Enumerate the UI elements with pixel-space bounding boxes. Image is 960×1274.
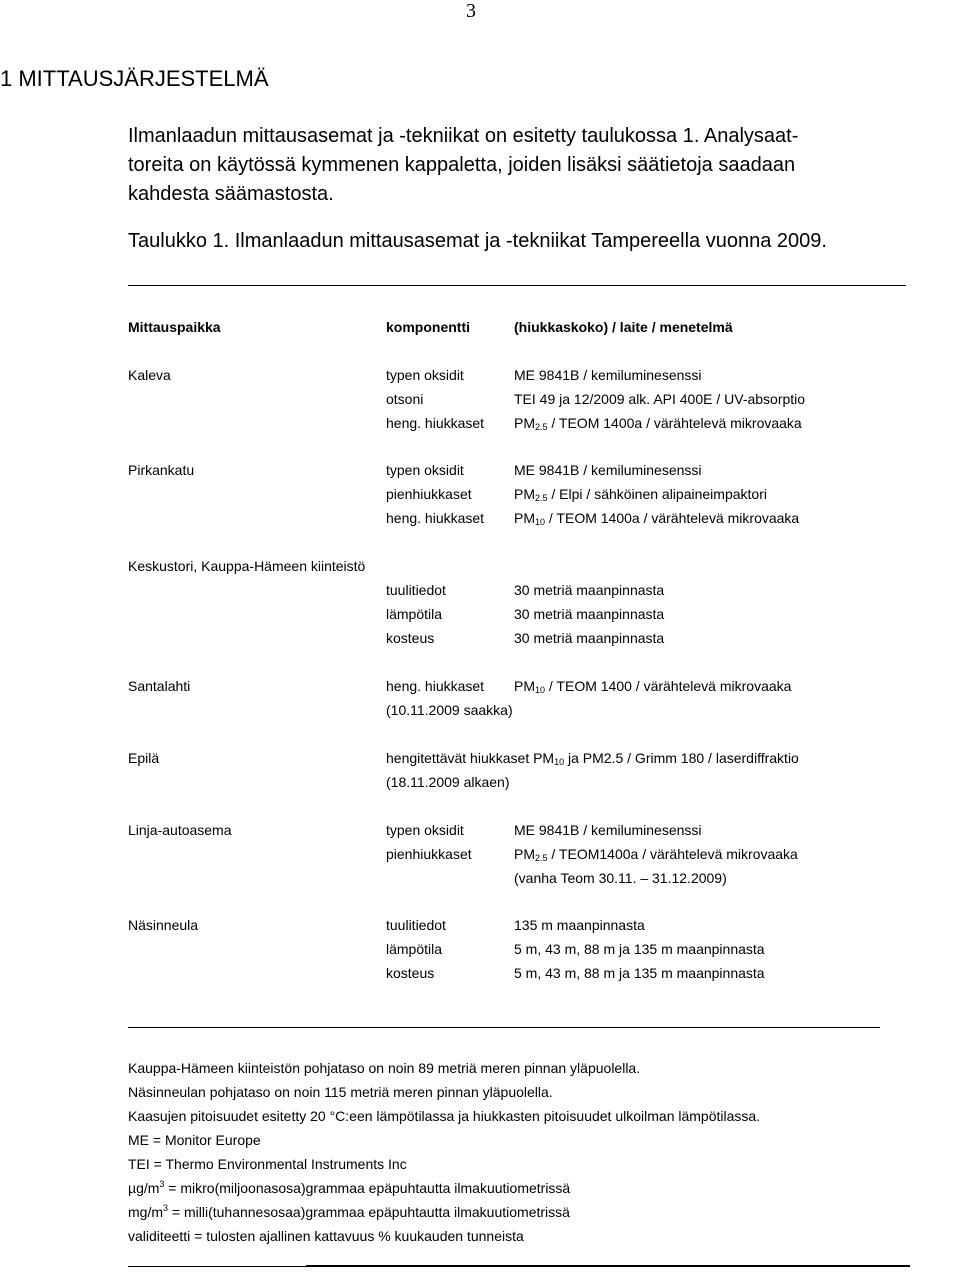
row-component: (10.11.2009 saakka): [386, 702, 513, 718]
row-method: ME 9841B / kemiluminesenssi: [514, 462, 702, 478]
row-component: tuulitiedot: [386, 917, 446, 933]
row-place: Keskustori, Kauppa-Hämeen kiinteistö: [128, 558, 366, 574]
row-component: (18.11.2009 alkaen): [386, 774, 510, 790]
row-component: pienhiukkaset: [386, 486, 472, 502]
intro-line: Ilmanlaadun mittausasemat ja -tekniikat on esitetty taulukossa 1. Analysaat-: [128, 125, 799, 147]
row-component: kosteus: [386, 630, 435, 646]
page-number: 3: [466, 0, 476, 22]
row-method: 5 m, 43 m, 88 m ja 135 m maanpinnasta: [514, 941, 765, 957]
table-caption: Taulukko 1. Ilmanlaadun mittausasemat ja -tekniikat Tampereella vuonna 2009.: [128, 230, 827, 252]
note-line: Kaasujen pitoisuudet esitetty 20 °C:een lämpötilassa ja hiukkasten pitoisuudet ulkoilman lämpötilassa.: [128, 1108, 761, 1124]
row-method: $PM_{2.5}$ / TEOM1400a / värähtelevä mikrovaaka: [514, 846, 798, 863]
row-component: hengitettävät hiukkaset $PM_{10}$ ja PM2.5 / Grimm 180 / laserdiffraktio: [386, 750, 799, 767]
note-line: Näsinneulan pohjataso on noin 115 metriä meren pinnan yläpuolella.: [128, 1084, 553, 1100]
table-bottom-rule: [128, 1027, 880, 1028]
note-line: Kauppa-Hämeen kiinteistön pohjataso on noin 89 metriä meren pinnan yläpuolella.: [128, 1060, 641, 1076]
note-line: ME = Monitor Europe: [128, 1132, 261, 1148]
row-component: heng. hiukkaset: [386, 415, 485, 431]
row-component: pienhiukkaset: [386, 846, 472, 862]
row-method: 135 m maanpinnasta: [514, 917, 645, 933]
footer-rule-thick: [306, 1265, 910, 1267]
row-method: $PM_{2.5}$ / Elpi / sähköinen alipaineimpaktori: [514, 486, 767, 503]
row-place: Linja-autoasema: [128, 822, 232, 838]
note-line: $\mu g/m^3$ = mikro(miljoonasosa)grammaa epäpuhtautta ilmakuutiometrissä: [128, 1179, 571, 1196]
row-place: Pirkankatu: [128, 462, 195, 478]
row-method: ME 9841B / kemiluminesenssi: [514, 822, 702, 838]
note-line: TEI = Thermo Environmental Instruments Inc: [128, 1156, 407, 1172]
row-method: 30 metriä maanpinnasta: [514, 582, 665, 598]
header-method: (hiukkaskoko) / laite / menetelmä: [514, 319, 733, 335]
section-heading: 1 MITTAUSJÄRJESTELMÄ: [0, 66, 269, 91]
row-method: 30 metriä maanpinnasta: [514, 630, 665, 646]
row-method: $PM_{10}$ / TEOM 1400 / värähtelevä mikrovaaka: [514, 678, 792, 695]
row-component: typen oksidit: [386, 367, 464, 383]
row-component: tuulitiedot: [386, 582, 446, 598]
row-component: lämpötila: [386, 606, 443, 622]
row-method: $PM_{2.5}$ / TEOM 1400a / värähtelevä mikrovaaka: [514, 415, 802, 432]
row-method: 5 m, 43 m, 88 m ja 135 m maanpinnasta: [514, 965, 765, 981]
row-place: Santalahti: [128, 678, 191, 694]
footer-rule: [128, 1266, 306, 1267]
row-method: (vanha Teom 30.11. – 31.12.2009): [514, 870, 727, 886]
header-component: komponentti: [386, 319, 470, 335]
row-component: lämpötila: [386, 941, 443, 957]
row-component: kosteus: [386, 965, 435, 981]
header-place: Mittauspaikka: [128, 319, 221, 335]
row-place: Kaleva: [128, 367, 171, 383]
row-place: Näsinneula: [128, 917, 199, 933]
row-component: heng. hiukkaset: [386, 678, 485, 694]
row-component: otsoni: [386, 391, 424, 407]
row-component: typen oksidit: [386, 822, 464, 838]
row-component: typen oksidit: [386, 462, 464, 478]
note-line: validiteetti = tulosten ajallinen kattavuus % kuukauden tunneista: [128, 1228, 524, 1244]
note-line: $mg/m^3$ = milli(tuhannesosaa)grammaa epäpuhtautta ilmakuutiometrissä: [128, 1203, 570, 1220]
intro-line: toreita on käytössä kymmenen kappaletta, joiden lisäksi säätietoja saadaan: [128, 154, 796, 176]
table-top-rule: [128, 285, 906, 286]
row-place: Epilä: [128, 750, 160, 766]
intro-line: kahdesta säämastosta.: [128, 183, 334, 205]
row-method: ME 9841B / kemiluminesenssi: [514, 367, 702, 383]
intro-paragraph: [128, 122, 954, 209]
row-method: 30 metriä maanpinnasta: [514, 606, 665, 622]
row-method: $PM_{10}$ / TEOM 1400a / värähtelevä mikrovaaka: [514, 510, 800, 527]
row-method: TEI 49 ja 12/2009 alk. API 400E / UV-absorptio: [514, 391, 806, 407]
row-component: heng. hiukkaset: [386, 510, 485, 526]
